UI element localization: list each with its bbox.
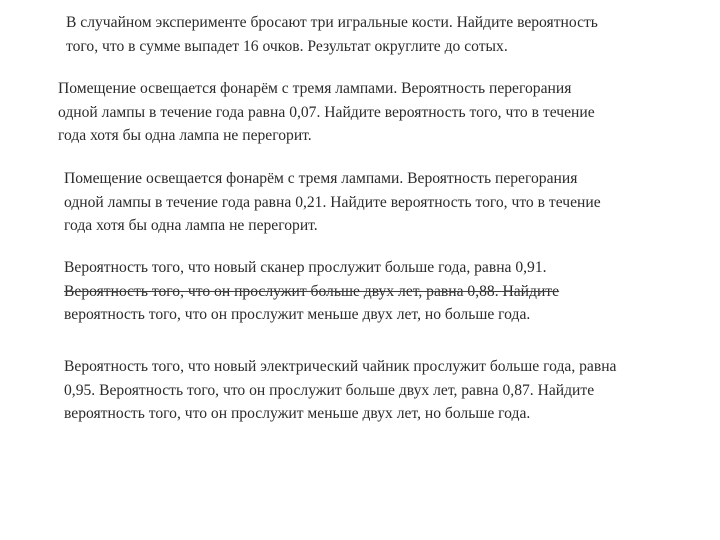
problem-text-line: 0,95. Вероятность того, что он прослужит больше двух лет, равна 0,87. Найдите (64, 381, 595, 399)
problem-text-line: года хотя бы одна лампа не перегорит. (58, 127, 312, 144)
problem-text-line-struck: Вероятность того, что он прослужит больше двух лет, равна 0,88. Найдите (64, 282, 560, 300)
problem-dice-sum (66, 11, 598, 58)
problem-lamps-007 (58, 77, 595, 148)
problem-text-line: того, что в сумме выпадет 16 очков. Результат округлите до сотых. (66, 37, 508, 55)
problem-kettle (64, 355, 616, 426)
problem-text-line: Помещение освещается фонарём с тремя лампами. Вероятность перегорания (64, 170, 578, 187)
problem-text-line: одной лампы в течение года равна 0,21. Найдите вероятность того, что в течение (64, 193, 601, 211)
problem-scanner (64, 256, 559, 327)
problem-text-line: Вероятность того, что новый сканер прослужит больше года, равна 0,91. (64, 259, 547, 276)
problem-text-line: одной лампы в течение года равна 0,07. Найдите вероятность того, что в течение (58, 103, 595, 121)
problem-text-line: года хотя бы одна лампа не перегорит. (64, 217, 318, 234)
problem-lamps-021 (64, 167, 601, 238)
problem-text-line: Помещение освещается фонарём с тремя лампами. Вероятность перегорания (58, 80, 572, 97)
problem-text-line: вероятность того, что он прослужит меньше двух лет, но больше года. (64, 306, 531, 323)
problem-text-line: Вероятность того, что новый электрический чайник прослужит больше года, равна (64, 358, 617, 375)
problem-text-line: В случайном эксперименте бросают три игральные кости. Найдите вероятность (66, 14, 598, 31)
problem-text-line: вероятность того, что он прослужит меньше двух лет, но больше года. (64, 405, 531, 422)
